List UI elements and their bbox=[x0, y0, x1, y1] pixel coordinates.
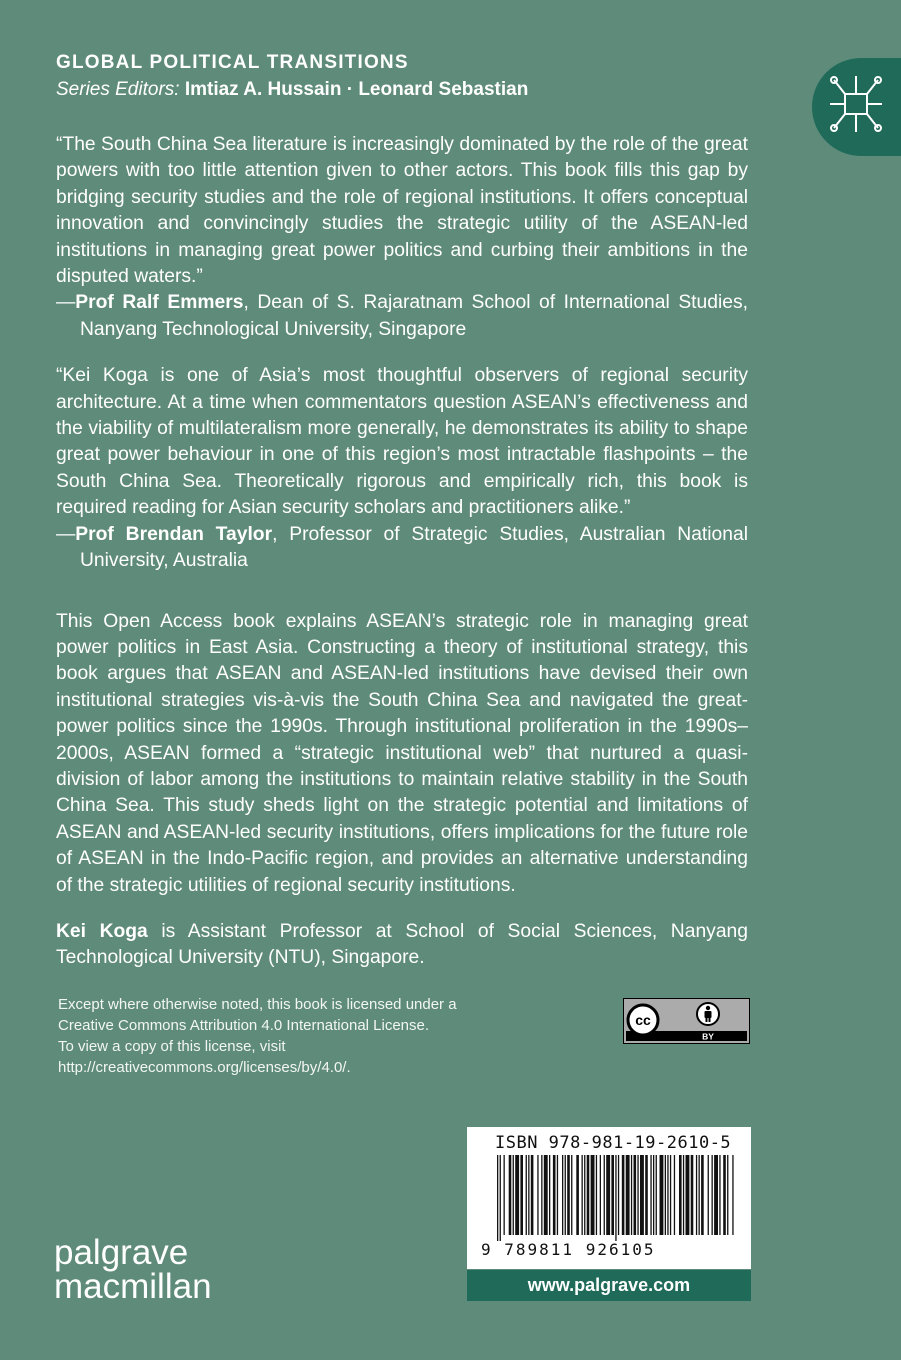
barcode-bar bbox=[615, 1155, 616, 1241]
attribution-dash-1: — bbox=[56, 292, 76, 314]
barcode-bar bbox=[553, 1155, 556, 1235]
license-line-2: Creative Commons Attribution 4.0 International License. bbox=[58, 1017, 430, 1034]
barcode-bar bbox=[712, 1155, 713, 1235]
barcode-bar bbox=[557, 1155, 558, 1235]
endorser-affiliation-2: , Professor of Strategic Studies, Australian National University, Australia bbox=[80, 523, 749, 572]
barcode-bar bbox=[727, 1155, 728, 1235]
barcode-bar bbox=[544, 1155, 548, 1235]
barcode-bar bbox=[631, 1155, 632, 1235]
barcode-bar bbox=[567, 1155, 570, 1235]
barcode-bar bbox=[565, 1155, 566, 1235]
barcode-bar bbox=[587, 1155, 590, 1235]
book-description: This Open Access book explains ASEAN’s strategic role in managing great power politics in East Asia. Constructing a theory of institutional strategy, this book argues that ASEAN and ASEAN-led institutions have devised their own institutional strategies vis-à-vis the South China Sea and navigated the great-power politics since the 1990s. Through institutional proliferation in the 1990s–2000s, ASEAN formed a “strategic institutional web” that nurtured a quasi-division of labor among the institutions to maintain relative stability in the South China Sea. This study sheds light on the strategic potential and limitations of ASEAN and ASEAN-led security institutions, offers implications for the future role of ASEAN in the Indo-Pacific region, and provides an alternative understanding of the strategic utilities of regional security institutions. bbox=[56, 610, 748, 896]
barcode-bar bbox=[526, 1155, 527, 1235]
barcode-bar bbox=[691, 1155, 694, 1235]
barcode-bar bbox=[626, 1155, 630, 1235]
barcode-bar bbox=[699, 1155, 700, 1235]
license-notice bbox=[58, 994, 498, 1078]
endorser-affiliation-1: , Dean of S. Rajaratnam School of International Studies, Nanyang Technological University, Singapore bbox=[80, 292, 748, 340]
barcode-bar bbox=[584, 1155, 585, 1235]
back-cover-text bbox=[56, 132, 748, 972]
author-name: Kei Koga bbox=[56, 920, 148, 942]
barcode-bar bbox=[660, 1155, 664, 1235]
network-node-icon bbox=[828, 72, 884, 136]
barcode-bar bbox=[500, 1155, 501, 1241]
barcode-bar bbox=[582, 1155, 583, 1235]
publisher-website[interactable]: www.palgrave.com bbox=[467, 1270, 751, 1301]
barcode-bar bbox=[604, 1155, 605, 1235]
series-title: GLOBAL POLITICAL TRANSITIONS bbox=[56, 52, 409, 73]
publisher-logo-line-2: macmillan bbox=[54, 1267, 212, 1306]
barcode-bar bbox=[674, 1155, 675, 1235]
barcode-bar bbox=[653, 1155, 654, 1235]
attribution-person-icon bbox=[697, 1003, 719, 1025]
barcode-bar bbox=[497, 1155, 498, 1241]
license-line-1: Except where otherwise noted, this book is licensed under a bbox=[58, 996, 457, 1013]
barcode-bar bbox=[537, 1155, 538, 1235]
barcode-bar bbox=[667, 1155, 668, 1235]
barcode-bar bbox=[634, 1155, 637, 1235]
barcode-bar bbox=[719, 1155, 720, 1235]
series-editors-label: Series Editors: bbox=[56, 79, 180, 100]
barcode-bar bbox=[576, 1155, 579, 1235]
publisher-logo bbox=[54, 1233, 212, 1306]
barcode-bar bbox=[732, 1155, 733, 1235]
barcode-digits: 9 789811 926105 bbox=[481, 1240, 656, 1259]
barcode-bar bbox=[504, 1155, 505, 1235]
barcode-bar bbox=[541, 1155, 542, 1235]
barcode-bar bbox=[571, 1155, 572, 1235]
endorser-name-2: Prof Brendan Taylor bbox=[75, 523, 273, 545]
series-editors bbox=[56, 79, 528, 101]
barcode-bar bbox=[670, 1155, 671, 1235]
author-bio-text: is Assistant Professor at School of Social Sciences, Nanyang Technological University (NTU), Singapore. bbox=[56, 920, 748, 969]
cc-icon bbox=[628, 1005, 658, 1035]
endorsement-attribution-1 bbox=[56, 290, 748, 343]
license-url[interactable]: http://creativecommons.org/licenses/by/4.0/. bbox=[58, 1059, 351, 1076]
barcode-bar bbox=[549, 1155, 550, 1235]
barcode-bar bbox=[640, 1155, 644, 1235]
series-editors-names: Imtiaz A. Hussain · Leonard Sebastian bbox=[184, 79, 529, 100]
barcode-bar bbox=[515, 1155, 519, 1235]
barcode-bar bbox=[714, 1155, 718, 1235]
barcode-bar bbox=[591, 1155, 595, 1235]
barcode-bar bbox=[656, 1155, 657, 1235]
barcode-bar bbox=[679, 1155, 682, 1235]
author-bio bbox=[56, 919, 748, 972]
barcode-bar bbox=[509, 1155, 512, 1235]
isbn-label: ISBN 978-981-19-2610-5 bbox=[495, 1133, 732, 1153]
publisher-logo-line-1: palgrave bbox=[54, 1233, 189, 1272]
endorsement-attribution-2 bbox=[56, 522, 748, 575]
barcode-bar bbox=[683, 1155, 684, 1235]
barcode-bar bbox=[708, 1155, 709, 1235]
barcode-box bbox=[467, 1127, 751, 1269]
barcode-bar bbox=[531, 1155, 534, 1235]
barcode-bar bbox=[665, 1155, 666, 1235]
barcode-bar bbox=[596, 1155, 597, 1235]
endorser-name-1: Prof Ralf Emmers bbox=[75, 292, 244, 314]
barcode-bar bbox=[562, 1155, 563, 1235]
cc-label: cc bbox=[635, 1012, 651, 1028]
endorsement-quote-1: “The South China Sea literature is increasingly dominated by the role of the great powers with too little attention given to other actors. This book fills this gap by bridging security studies and the role of regional institutions. It offers conceptual innovation and convincingly studies the strategic utility of the ASEAN-led institutions in managing great power politics and curbing their ambitions in the disputed waters.” bbox=[56, 134, 748, 288]
barcode-bar bbox=[723, 1155, 726, 1235]
endorsement-quote-2: “Kei Koga is one of Asia’s most thoughtful observers of regional security architecture. At a time when commentators question ASEAN’s effectiveness and the viability of multilateralism more generally, he demonstrates its ability to shape great power behaviour in one of this region’s most intractable flashpoints – the South China Sea. Theoretically rigorous and empirically rich, this book is required reading for Asian security scholars and practitioners alike.” bbox=[56, 365, 748, 519]
barcode bbox=[481, 1155, 743, 1241]
barcode-bar bbox=[528, 1155, 529, 1235]
barcode-bar bbox=[606, 1155, 610, 1235]
barcode-bar bbox=[611, 1155, 614, 1235]
barcode-bar bbox=[637, 1155, 638, 1235]
barcode-bar bbox=[686, 1155, 690, 1235]
barcode-bar bbox=[618, 1155, 619, 1235]
barcode-bar bbox=[701, 1155, 704, 1235]
license-line-3: To view a copy of this license, visit bbox=[58, 1038, 286, 1055]
barcode-bar bbox=[622, 1155, 625, 1235]
attribution-dash-2: — bbox=[56, 523, 76, 545]
barcode-bar bbox=[645, 1155, 648, 1235]
cc-by-badge bbox=[623, 998, 750, 1044]
barcode-bar bbox=[600, 1155, 601, 1235]
barcode-bar bbox=[513, 1155, 514, 1235]
barcode-bar bbox=[520, 1155, 523, 1235]
barcode-bar bbox=[696, 1155, 697, 1235]
by-label: BY bbox=[702, 1031, 714, 1042]
series-badge bbox=[812, 58, 901, 156]
barcode-bar bbox=[650, 1155, 651, 1235]
